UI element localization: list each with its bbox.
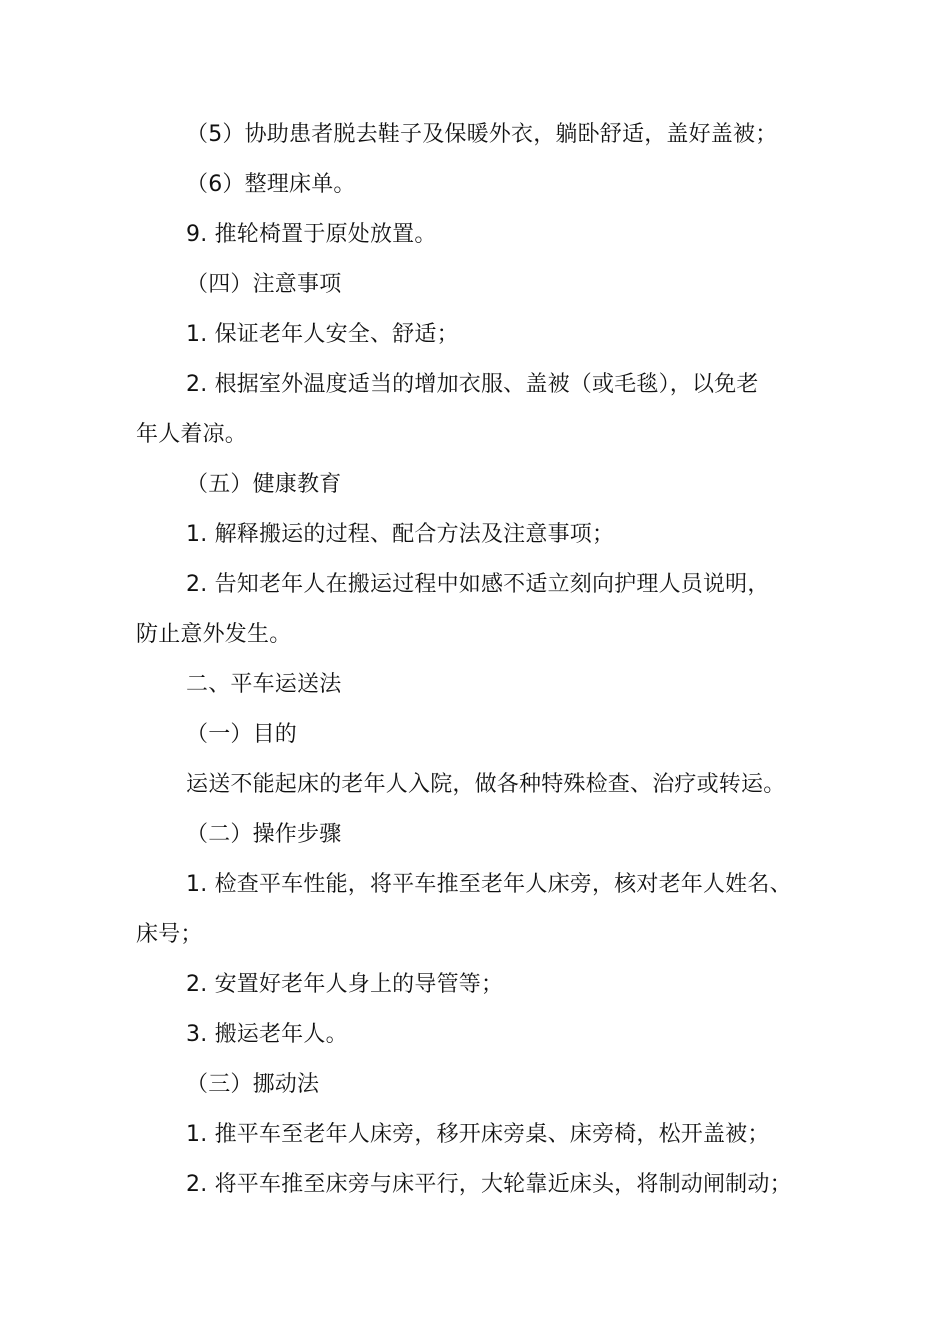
paragraph-line: 1. 推平车至老年人床旁，移开床旁桌、床旁椅，松开盖被； — [186, 1122, 770, 1147]
paragraph-line-continued: 防止意外发生。 — [136, 622, 292, 647]
paragraph-line: 1. 保证老年人安全、舒适； — [186, 322, 459, 347]
section-heading: （二）操作步骤 — [186, 822, 342, 847]
paragraph-line: （6）整理床单。 — [186, 172, 356, 197]
section-heading: （五）健康教育 — [186, 472, 342, 497]
paragraph-line: 2. 将平车推至床旁与床平行，大轮靠近床头，将制动闸制动； — [186, 1172, 792, 1197]
paragraph-line: 1. 解释搬运的过程、配合方法及注意事项； — [186, 522, 615, 547]
section-heading: （四）注意事项 — [186, 272, 342, 297]
paragraph-line: 2. 安置好老年人身上的导管等； — [186, 972, 504, 997]
section-heading: （三）挪动法 — [186, 1072, 320, 1097]
paragraph-line: 2. 告知老年人在搬运过程中如感不适立刻向护理人员说明， — [186, 572, 770, 597]
section-heading: （一）目的 — [186, 722, 298, 747]
paragraph-line: 3. 搬运老年人。 — [186, 1022, 348, 1047]
paragraph-line: 9. 推轮椅置于原处放置。 — [186, 222, 437, 247]
paragraph-line-continued: 床号； — [136, 922, 203, 947]
paragraph-line: 2. 根据室外温度适当的增加衣服、盖被（或毛毯），以免老 — [186, 372, 759, 397]
paragraph-line: 运送不能起床的老年人入院，做各种特殊检查、治疗或转运。 — [186, 772, 786, 797]
paragraph-line-continued: 年人着凉。 — [136, 422, 248, 447]
chapter-heading: 二、平车运送法 — [186, 672, 342, 697]
paragraph-line: 1. 检查平车性能，将平车推至老年人床旁，核对老年人姓名、 — [186, 872, 792, 897]
paragraph-line: （5）协助患者脱去鞋子及保暖外衣，躺卧舒适，盖好盖被； — [186, 122, 778, 147]
